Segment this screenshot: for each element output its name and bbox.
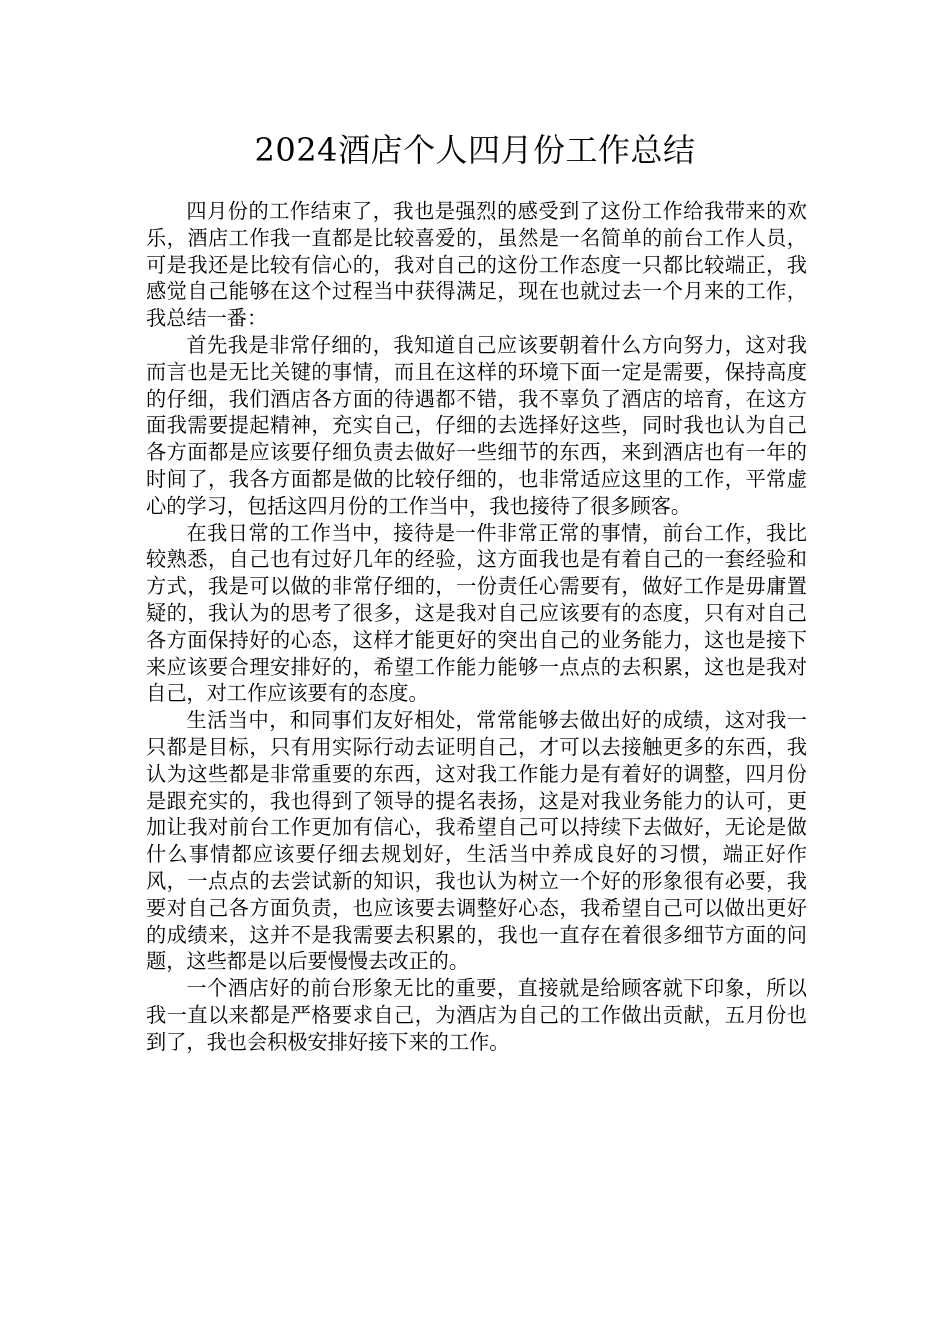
- paragraph-daily-work: 在我日常的工作当中，接待是一件非常正常的事情，前台工作，我比较熟悉，自己也有过好几年的经验，这方面我也是有着自己的一套经验和方式，我是可以做的非常仔细的，一份责任心需要有，做好工作是毋庸置疑的，我认为的思考了很多，这是我对自己应该要有的态度，只有对自己各方面保持好的心态，这样才能更好的突出自己的业务能力，这也是接下来应该要合理安排好的，希望工作能力能够一点点的去积累，这也是我对自己，对工作应该要有的态度。: [146, 520, 807, 706]
- paragraph-intro: 四月份的工作结束了，我也是强烈的感受到了这份工作给我带来的欢乐，酒店工作我一直都是比较喜爱的，虽然是一名简单的前台工作人员，可是我还是比较有信心的，我对自己的这份工作态度一只都比较端正，我感觉自己能够在这个过程当中获得满足，现在也就过去一个月来的工作，我总结一番：: [146, 199, 807, 331]
- document-title: 2024酒店个人四月份工作总结: [254, 131, 696, 169]
- paragraph-carefulness: 首先我是非常仔细的，我知道自己应该要朝着什么方向努力，这对我而言也是无比关键的事情，而且在这样的环境下面一定是需要，保持高度的仔细，我们酒店各方面的待遇都不错，我不辜负了酒店的培育，在这方面我需要提起精神，充实自己，仔细的去选择好这些，同时我也认为自己各方面都是应该要仔细负责去做好一些细节的东西，来到酒店也有一年的时间了，我各方面都是做的比较仔细的，也非常适应这里的工作，平常虚心的学习，包括这四月份的工作当中，我也接待了很多顾客。: [146, 332, 807, 518]
- paragraph-conclusion: 一个酒店好的前台形象无比的重要，直接就是给顾客就下印象，所以我一直以来都是严格要求自己，为酒店为自己的工作做出贡献，五月份也到了，我也会积极安排好接下来的工作。: [146, 976, 807, 1054]
- paragraph-life-colleagues: 生活当中，和同事们友好相处，常常能够去做出好的成绩，这对我一只都是目标，只有用实际行动去证明自己，才可以去接触更多的东西，我认为这些都是非常重要的东西，这对我工作能力是有着好的调整，四月份是跟充实的，我也得到了领导的提名表扬，这是对我业务能力的认可，更加让我对前台工作更加有信心，我希望自己可以持续下去做好，无论是做什么事情都应该要仔细去规划好，生活当中养成良好的习惯，端正好作风，一点点的去尝试新的知识，我也认为树立一个好的形象很有必要，我要对自己各方面负责，也应该要去调整好心态，我希望自己可以做出更好的成绩来，这并不是我需要去积累的，我也一直存在着很多细节方面的问题，这些都是以后要慢慢去改正的。: [146, 708, 807, 974]
- document-body: [146, 198, 807, 1056]
